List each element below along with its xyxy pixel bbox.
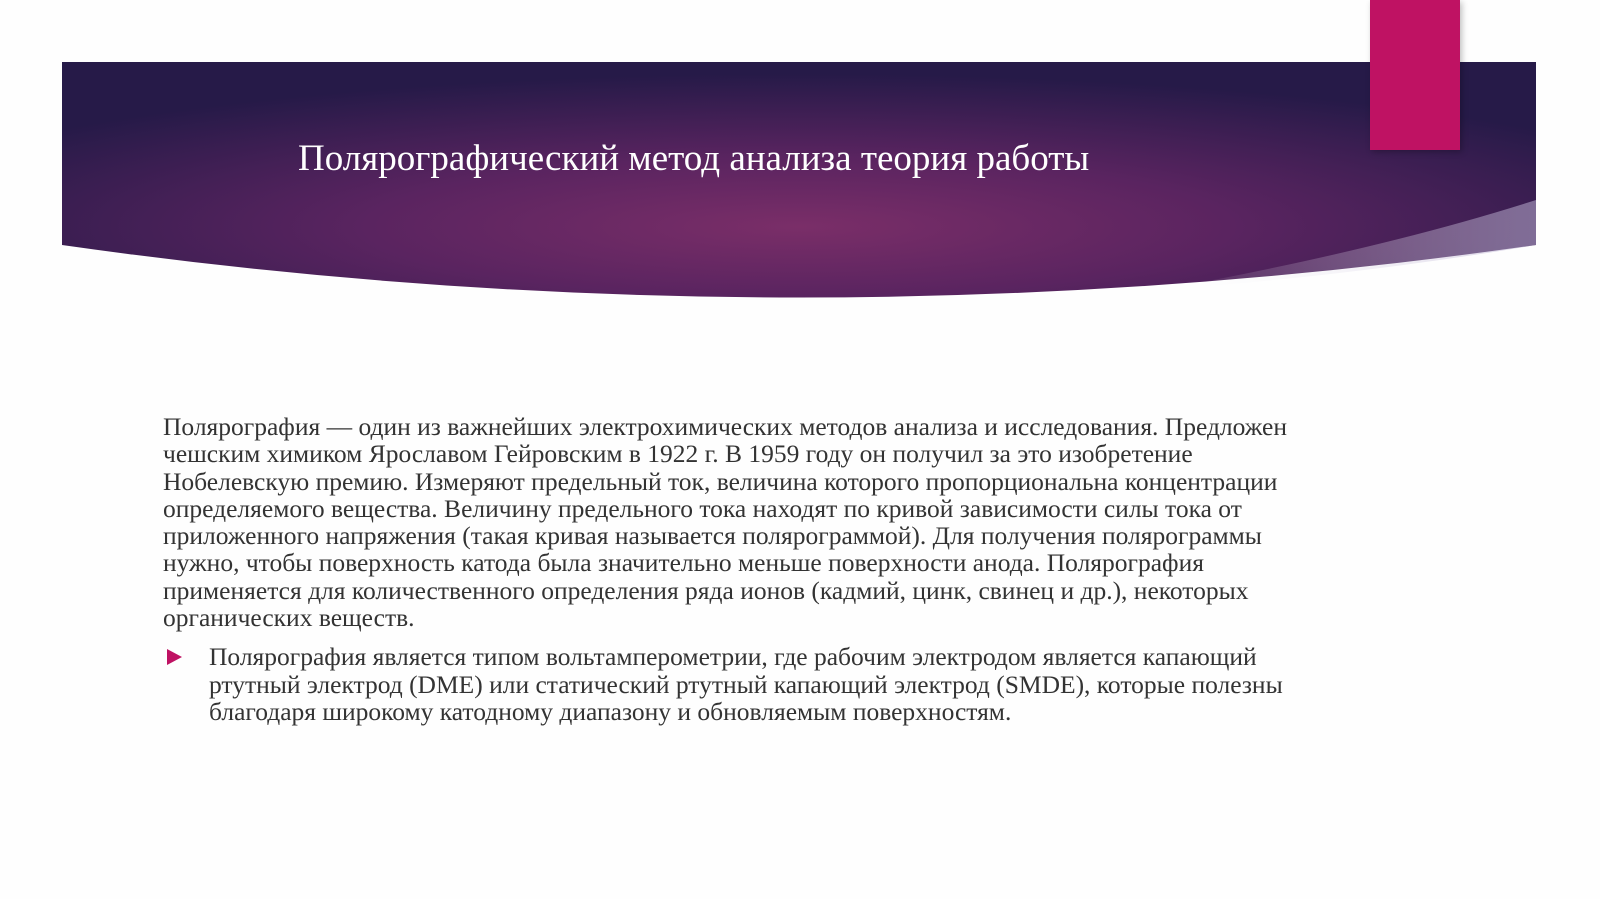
slide-title: Полярографический метод анализа теория работы (298, 138, 1090, 179)
slide-body (163, 413, 1313, 725)
accent-tab (1370, 0, 1460, 150)
bullet-item (163, 643, 1313, 725)
triangle-right-icon (167, 649, 182, 665)
bullet-text: Полярография является типом вольтамперометрии, где рабочим электродом является капающий ртутный электрод (DME) или статический ртутный капающий электрод (SMDE), которые полезны благодаря широкому катодному диапазону и обновляемым поверхностям. (209, 642, 1283, 726)
body-paragraph: Полярография — один из важнейших электрохимических методов анализа и исследования. Предложен чешским химиком Ярославом Гейровским в 1922 г. В 1959 году он получил за это изобретение Нобелевскую премию. Измеряют предельный ток, величина которого пропорциональна концентрации определяемого вещества. Величину предельного тока находят по кривой зависимости силы тока от приложенного напряжения (такая кривая называется полярограммой). Для получения полярограммы нужно, чтобы поверхность катода была значительно меньше поверхности анода. Полярография применяется для количественного определения ряда ионов (кадмий, цинк, свинец и др.), некоторых органических веществ. (163, 412, 1288, 633)
